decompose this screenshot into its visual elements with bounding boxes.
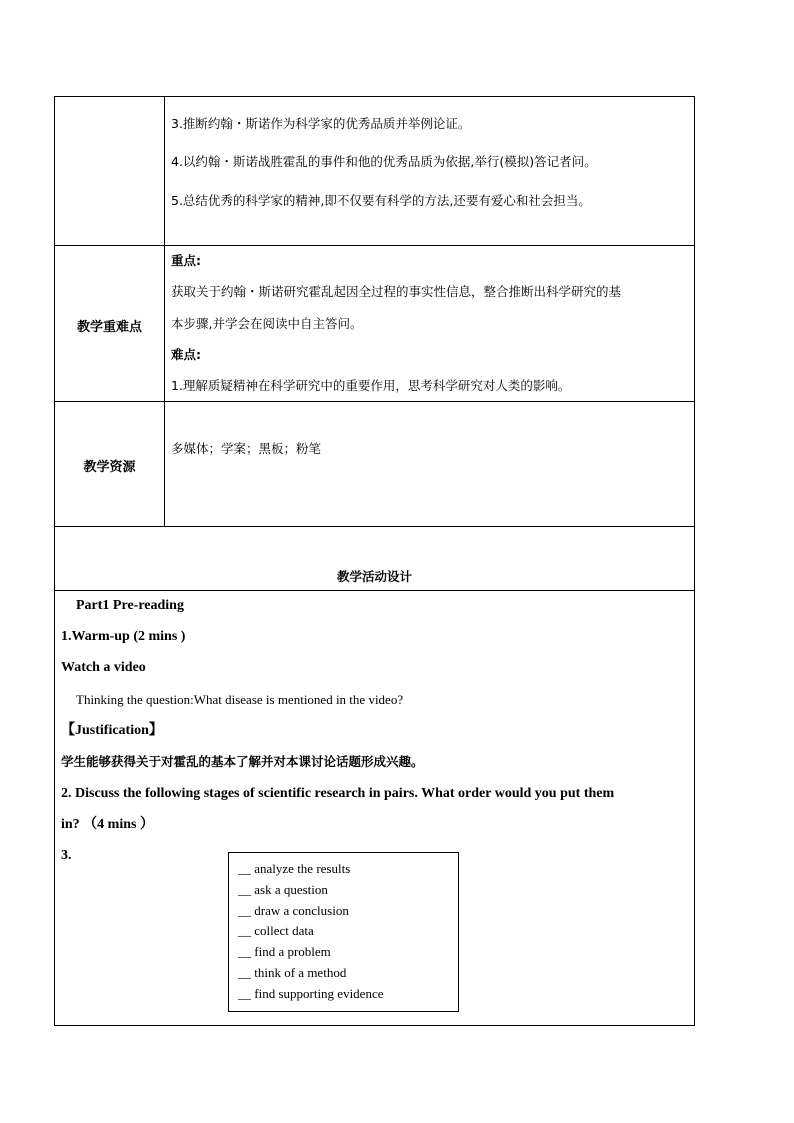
warmup-heading: 1.Warm-up (2 mins ) <box>61 629 186 644</box>
stage-item: __ draw a conclusion <box>238 902 349 918</box>
stage-item: __ find supporting evidence <box>238 985 384 1001</box>
justification-text: 学生能够获得关于对霍乱的基本了解并对本课讨论话题形成兴趣。 <box>61 754 424 769</box>
justification-heading: 【Justification】 <box>61 723 163 738</box>
lesson-plan-table <box>54 96 695 1026</box>
row-divider <box>55 526 694 527</box>
discuss-line-1: 2. Discuss the following stages of scientific research in pairs. What order would you put them <box>61 786 615 801</box>
key-line-2: 本步骤,并学会在阅读中自主答问。 <box>171 316 363 331</box>
activity-design-title: 教学活动设计 <box>336 569 412 584</box>
stage-item: __ find a problem <box>238 944 331 960</box>
part-title: Part1 Pre-reading <box>76 598 184 613</box>
resources-label: 教学资源 <box>83 460 136 475</box>
row-divider <box>55 590 694 591</box>
thinking-question: Thinking the question:What disease is mentioned in the video? <box>76 692 404 707</box>
key-line-1: 获取关于约翰・斯诺研究霍乱起因全过程的事实性信息，整合推断出科学研究的基 <box>171 284 622 299</box>
key-points-label: 教学重难点 <box>76 320 142 335</box>
difficult-heading: 难点: <box>171 347 201 362</box>
key-heading: 重点: <box>171 253 201 268</box>
item-3-label: 3. <box>61 848 72 863</box>
stage-item: __ think of a method <box>238 964 347 980</box>
objective-3: 3.推断约翰・斯诺作为科学家的优秀品质并举例论证。 <box>171 116 471 131</box>
stage-item: __ analyze the results <box>238 861 351 876</box>
row-divider <box>55 245 694 246</box>
objective-4: 4.以约翰・斯诺战胜霍乱的事件和他的优秀品质为依据,举行(模拟)答记者问。 <box>171 154 597 169</box>
watch-video-heading: Watch a video <box>61 660 146 675</box>
stage-item: __ collect data <box>238 923 314 939</box>
stage-item: __ ask a question <box>238 881 328 897</box>
objective-5: 5.总结优秀的科学家的精神,即不仅要有科学的方法,还要有爱心和社会担当。 <box>171 193 591 208</box>
difficult-line: 1.理解质疑精神在科学研究中的重要作用，思考科学研究对人类的影响。 <box>171 378 571 393</box>
resources-value: 多媒体；学案；黑板；粉笔 <box>171 441 322 456</box>
column-divider <box>164 97 165 526</box>
discuss-line-2: in? （4 mins ） <box>61 817 154 832</box>
stages-box <box>228 852 459 1012</box>
row-divider <box>55 401 694 402</box>
